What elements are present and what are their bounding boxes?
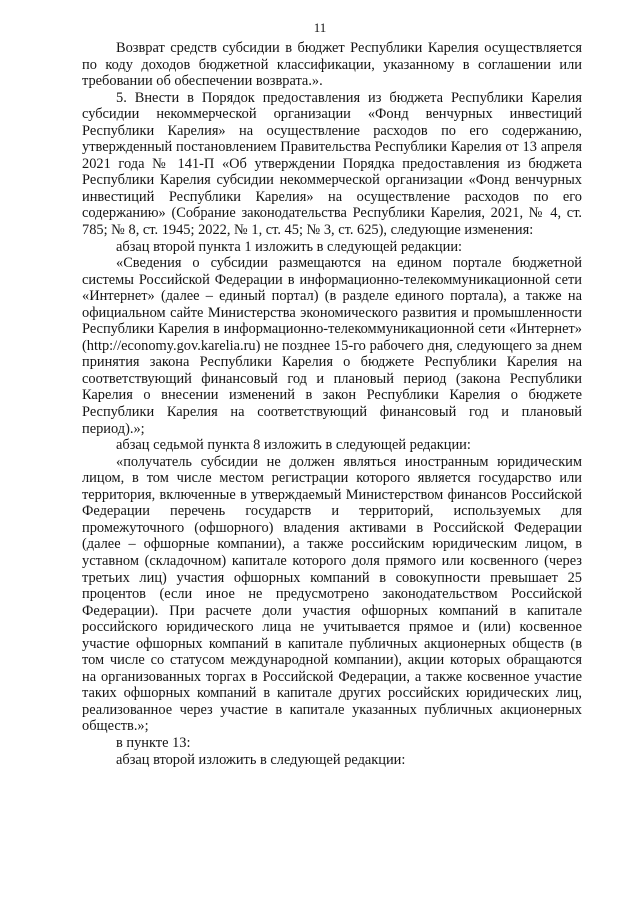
- paragraph-item-1-new-text: «Сведения о субсидии размещаются на едином портале бюджетной системы Российской Федерации в информационно-телекоммуникационной сети «Интернет» (далее – единый портал) (в разделе единого портала), а также на официальном сайте Министерства экономического развития и промышленности Республики Карелия в информационно-телекоммуникационной сети «Интернет» (http://economy.gov.karelia.ru) не позднее 15-го рабочего дня, следующего за днем принятия закона Республики Карелия о бюджете Республики Карелия на соответствующий финансовый год и плановый период (закона Республики Карелия о внесении изменений в закон Республики Карелия о бюджете Республики Карелия на соответствующий финансовый год и плановый период).»;: [82, 255, 582, 437]
- paragraph-item-8-instruction: абзац седьмой пункта 8 изложить в следующей редакции:: [116, 437, 471, 454]
- paragraph-item-13-instruction: абзац второй изложить в следующей редакции:: [116, 751, 406, 768]
- paragraph-item-8-new-text: «получатель субсидии не должен являться иностранным юридическим лицом, в том числе местом регистрации которого является государство или территория, включенные в утверждаемый Министерством финансов Российской Федерации перечень государств и территорий, используемых для промежуточного (офшорного) владения активами в Российской Федерации (далее – офшорные компании), а также российским юридическим лицом, в уставном (складочном) капитале которого доля прямого или косвенного (через третьих лиц) участия офшорных компаний в совокупности превышает 25 процентов (если иное не предусмотрено законодательством Российской Федерации). При расчете доли участия офшорных компаний в капитале российского юридического лица не учитывается прямое и (или) косвенное участие офшорных компаний в капитале публичных акционерных обществ (в том числе со статусом международной компании), акции которых обращаются на организованных торгах в Российской Федерации, а также косвенное участие таких офшорных компаний в капитале других российских юридических лиц, реализованное через участие в капитале указанных публичных акционерных обществ.»;: [82, 453, 582, 735]
- paragraph-item-5-amendments: 5. Внести в Порядок предоставления из бюджета Республики Карелия субсидии некоммерческой организации «Фонд венчурных инвестиций Республики Карелия» на осуществление расходов по его содержанию, утвержденный постановлением Правительства Республики Карелия от 13 апреля 2021 года № 141-П «Об утверждении Порядка предоставления из бюджета Республики Карелия субсидии некоммерческой организации «Фонд венчурных инвестиций Республики Карелия» на осуществление расходов по его содержанию» (Собрание законодательства Республики Карелия, 2021, № 4, ст. 785; № 8, ст. 1945; 2022, № 1, ст. 45; № 3, ст. 625), следующие изменения:: [82, 89, 582, 239]
- paragraph-subsidy-return: Возврат средств субсидии в бюджет Республики Карелия осуществляется по коду доходов бюджетной классификации, указанному в соглашении или требовании об обеспечении возврата.».: [82, 40, 582, 90]
- paragraph-item-1-instruction: абзац второй пункта 1 изложить в следующей редакции:: [116, 238, 463, 255]
- page-number: 11: [313, 20, 327, 35]
- paragraph-item-13-heading: в пункте 13:: [116, 734, 191, 751]
- document-body: [82, 40, 582, 768]
